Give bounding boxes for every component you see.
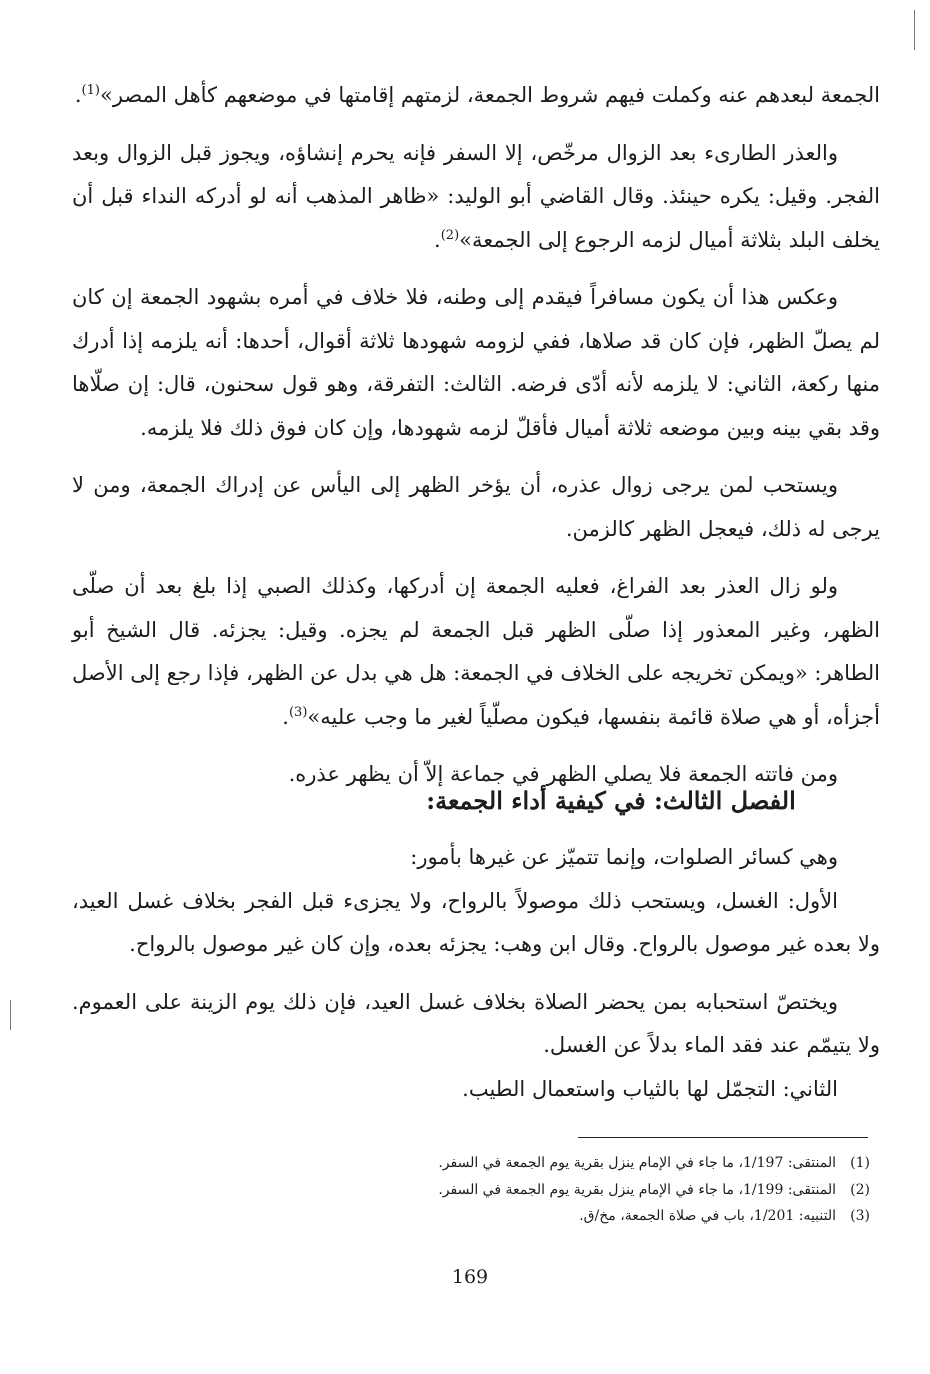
section-heading	[72, 781, 880, 821]
footnotes	[330, 1150, 870, 1230]
page-number: 169	[451, 1266, 489, 1288]
body-text-bottom	[72, 836, 880, 1111]
paragraph-5: ولو زال العذر بعد الفراغ، فعليه الجمعة إن أدركها، وكذلك الصبي إذا بلغ بعد أن صلّى الظهر، وغير المعذور إذا صلّى الظهر قبل الجمعة لم يجزه. وقيل: يجزئه. قال الشيخ أبو الطاهر: «ويمكن تخريجه على الخلاف في الجمعة: هل هي بدل عن الظهر، فإذا رجع إلى الأصل أجزأه، أو هي صلاة قائمة بنفسها، فيكون مصلّياً لغير ما وجب عليه»$^{(3)}$.	[72, 574, 880, 729]
paragraph-8: الأول: الغسل، ويستحب ذلك موصولاً بالرواح، ولا يجزىء قبل الفجر بخلاف غسل العيد، ولا بعده غير موصول بالرواح. وقال ابن وهب: يجزئه بعده، وإن كان غير موصول بالرواح.	[72, 888, 880, 956]
footnote-ref-1[interactable]: (1)	[81, 83, 100, 98]
paragraph-4: ويستحب لمن يرجى زوال عذره، أن يؤخر الظهر إلى اليأس عن إدراك الجمعة، ومن لا يرجى له ذلك، فيعجل الظهر كالزمن.	[72, 473, 880, 541]
footnote-ref-3[interactable]: (3)	[288, 704, 308, 720]
paragraph-3: وعكس هذا أن يكون مسافراً فيقدم إلى وطنه، فلا خلاف في أمره بشهود الجمعة إن كان لم يصلّ الظهر، فإن كان قد صلاها، ففي لزومه شهودها ثلاثة أقوال، أحدها: أنه يلزمه إذا أدرك منها ركعة، الثاني: لا يلزمه لأنه أدّى فرضه. الثالث: التفرقة، وهو قول سحنون، قال: إن صلّاها وقد بقي بينه وبين موضعه ثلاثة أميال فأقلّ لزمه شهودها، وإن كان فوق ذلك فلا يلزمه.	[72, 285, 880, 440]
footnote-separator	[578, 1137, 868, 1138]
footnote-2	[330, 1177, 870, 1204]
footnote-text: المنتقى: 1/197، ما جاء في الإمام ينزل بقرية يوم الجمعة في السفر.	[438, 1155, 836, 1171]
paragraph-9: ويختصّ استحبابه بمن يحضر الصلاة بخلاف غسل العيد، فإن ذلك يوم الزينة على العموم. ولا يتيمّم عند فقد الماء بدلاً عن الغسل.	[72, 989, 880, 1057]
paragraph-2: والعذر الطارىء بعد الزوال مرخّص، إلا السفر فإنه يحرم إنشاؤه، ويجوز قبل الزوال وبعد الفجر. وقيل: يكره حينئذ. وقال القاضي أبو الوليد: «ظاهر المذهب أنه لو أدركه النداء قبل أن يخلف البلد بثلاثة أميال لزمه الرجوع إلى الجمعة»$^{(2)}$.	[72, 140, 880, 252]
footnote-number: (2)	[850, 1181, 870, 1198]
paragraph-1: الجمعة لبعدهم عنه وكملت فيهم شروط الجمعة، لزمتهم إقامتها في موضعهم كأهل المصر»$^{(1)}$.	[74, 83, 880, 107]
footnote-1	[330, 1150, 870, 1177]
footnote-text: التنبيه: 1/201، باب في صلاة الجمعة، مخ/ق.	[579, 1208, 836, 1224]
footnote-text: المنتقى: 1/199، ما جاء في الإمام ينزل بقرية يوم الجمعة في السفر.	[438, 1181, 836, 1198]
paragraph-7: وهي كسائر الصلوات، وإنما تتميّز عن غيرها بأمور:	[410, 845, 838, 869]
body-text-top	[72, 74, 880, 797]
paragraph-6: ومن فاتته الجمعة فلا يصلي الظهر في جماعة إلاّ أن يظهر عذره.	[288, 762, 838, 786]
scan-edge-mark	[914, 10, 915, 50]
footnote-number: (3)	[850, 1208, 870, 1224]
paragraph-10: الثاني: التجمّل لها بالثياب واستعمال الطيب.	[462, 1076, 838, 1101]
footnote-number: (1)	[850, 1155, 870, 1171]
footnote-3	[330, 1203, 870, 1230]
footnote-ref-2[interactable]: (2)	[440, 227, 460, 243]
scan-edge-mark	[10, 1000, 11, 1030]
section-heading-text: الفصل الثالث: في كيفية أداء الجمعة:	[426, 786, 796, 815]
